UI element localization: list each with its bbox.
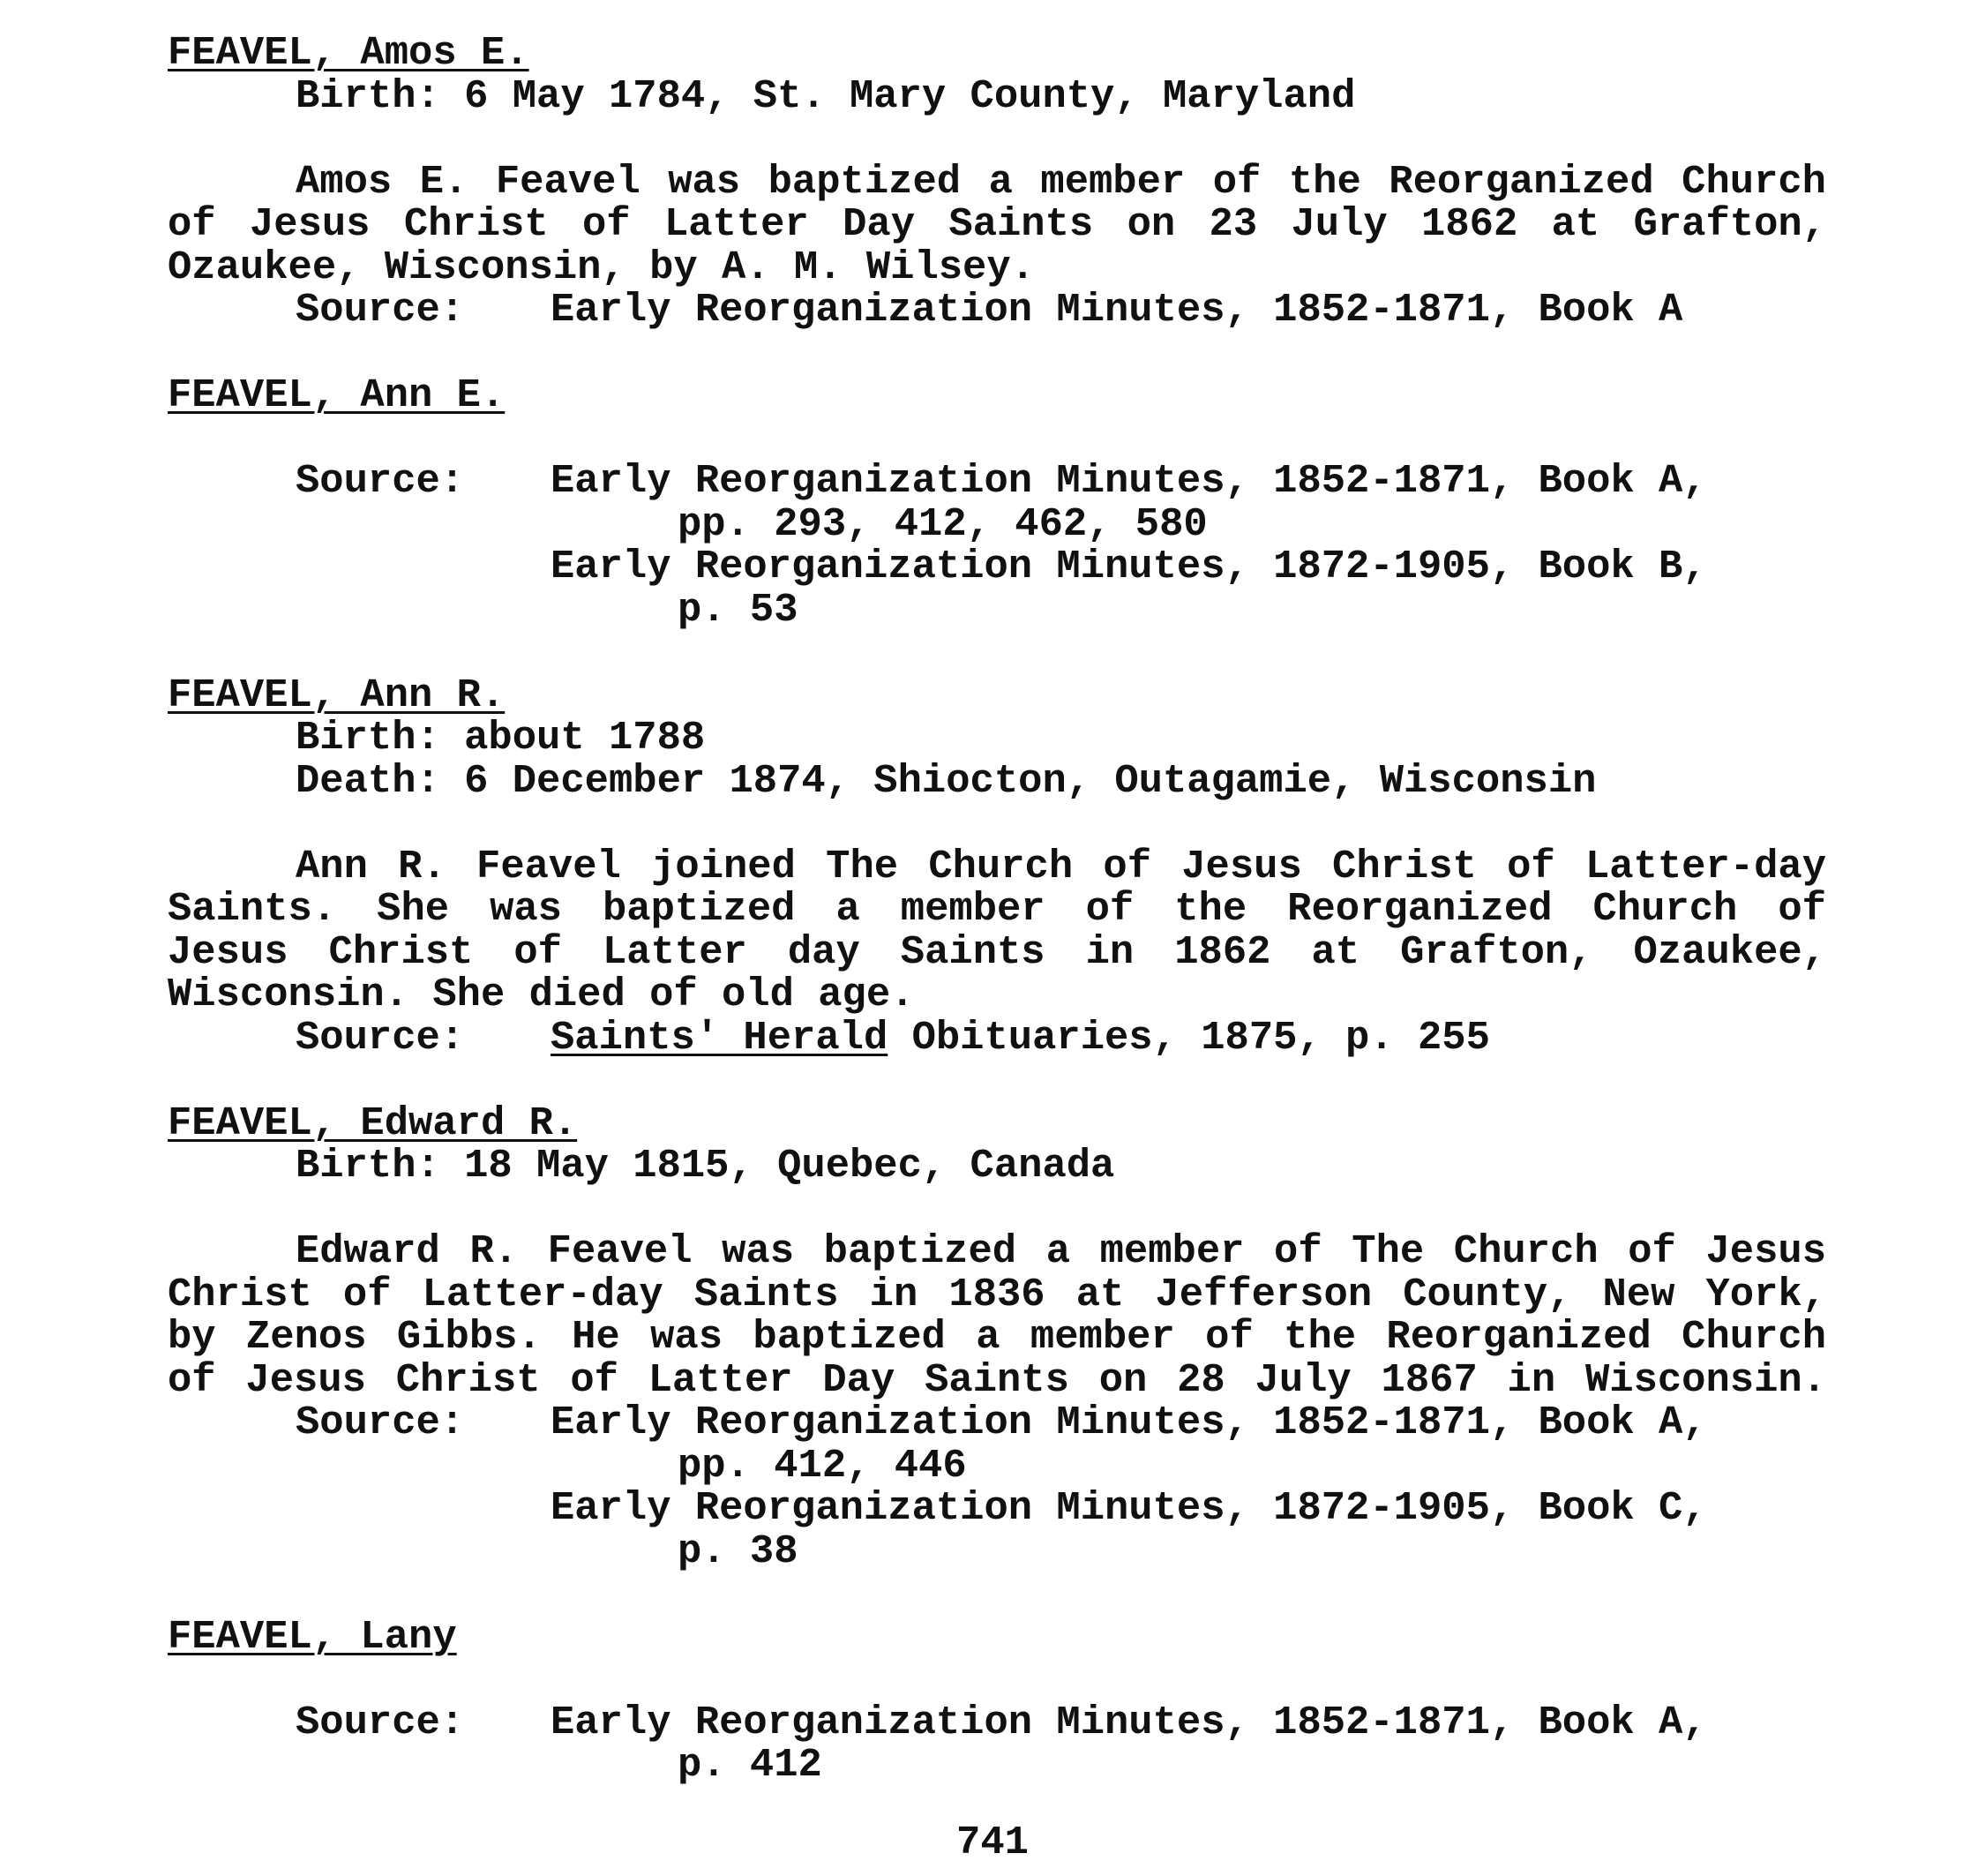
publication-title: Saints' Herald: [551, 1014, 888, 1061]
paragraph-line: Wisconsin. She died of old age.: [168, 972, 915, 1017]
birth-line: Birth: 18 May 1815, Quebec, Canada: [296, 1143, 1115, 1189]
source-pages: p. 38: [678, 1527, 798, 1574]
source-line: Early Reorganization Minutes, 1852-1871, Book A,: [551, 1699, 1707, 1745]
paragraph-line: by Zenos Gibbs. He was baptized a member of the Reorganized Church: [168, 1314, 1826, 1360]
entry-name: FEAVEL, Ann R.: [168, 672, 506, 718]
entry-ann-e: [168, 374, 1826, 674]
source-line: Early Reorganization Minutes, 1872-1905, Book C,: [551, 1485, 1707, 1531]
genealogy-entries: [168, 32, 1826, 1787]
death-line: Death: 6 December 1874, Shiocton, Outagamie, Wisconsin: [296, 757, 1597, 804]
source-label: Source:: [296, 1399, 465, 1445]
entry-name: FEAVEL, Ann E.: [168, 372, 506, 418]
entry-amos: [168, 32, 1826, 374]
source-line: Obituaries, 1875, p. 255: [888, 1014, 1490, 1061]
paragraph-line: of Jesus Christ of Latter Day Saints on 28 July 1867 in Wisconsin.: [168, 1356, 1826, 1403]
source-label: Source:: [296, 1014, 465, 1061]
entry-name: FEAVEL, Lany: [168, 1613, 457, 1660]
entry-paragraph: [168, 845, 1826, 1017]
entry-paragraph: [168, 1230, 1826, 1401]
entry-name: FEAVEL, Amos E.: [168, 30, 529, 76]
birth-line: Birth: 6 May 1784, St. Mary County, Maryland: [296, 72, 1356, 119]
source-pages: p. 53: [678, 586, 798, 633]
paragraph-line: Ann R. Feavel joined The Church of Jesus Christ of Latter-day: [296, 843, 1826, 889]
source-line: Early Reorganization Minutes, 1872-1905, Book B,: [551, 544, 1707, 589]
source-pages: pp. 412, 446: [678, 1442, 967, 1489]
source-line: Early Reorganization Minutes, 1852-1871, Book A: [551, 287, 1683, 333]
paragraph-line: Amos E. Feavel was baptized a member of the Reorganized Church: [296, 158, 1826, 205]
entry-name: FEAVEL, Edward R.: [168, 1099, 578, 1146]
entry-lany: [168, 1613, 1826, 1788]
source-label: Source:: [296, 458, 465, 504]
source-line: Early Reorganization Minutes, 1852-1871, Book A,: [551, 1399, 1707, 1445]
source-line: Early Reorganization Minutes, 1852-1871, Book A,: [551, 458, 1707, 504]
source-label: Source:: [296, 1699, 465, 1745]
page-number: 741: [956, 1820, 1029, 1865]
entry-paragraph: [168, 158, 1826, 290]
entry-edward: [168, 1099, 1826, 1616]
source-pages: pp. 293, 412, 462, 580: [678, 500, 1208, 547]
paragraph-line: Edward R. Feavel was baptized a member of The Church of Jesus: [296, 1228, 1826, 1274]
source-label: Source:: [296, 287, 465, 333]
paragraph-line: Jesus Christ of Latter day Saints in 1862 at Grafton, Ozaukee,: [168, 928, 1826, 975]
paragraph-line: Ozaukee, Wisconsin, by A. M. Wilsey.: [168, 244, 1035, 290]
paragraph-line: of Jesus Christ of Latter Day Saints on 23 July 1862 at Grafton,: [168, 201, 1826, 247]
entry-ann-r: [168, 674, 1826, 1102]
paragraph-line: Saints. She was baptized a member of the Reorganized Church of: [168, 886, 1826, 932]
source-pages: p. 412: [678, 1742, 822, 1788]
paragraph-line: Christ of Latter-day Saints in 1836 at Jefferson County, New York,: [168, 1271, 1826, 1317]
birth-line: Birth: about 1788: [296, 715, 706, 761]
